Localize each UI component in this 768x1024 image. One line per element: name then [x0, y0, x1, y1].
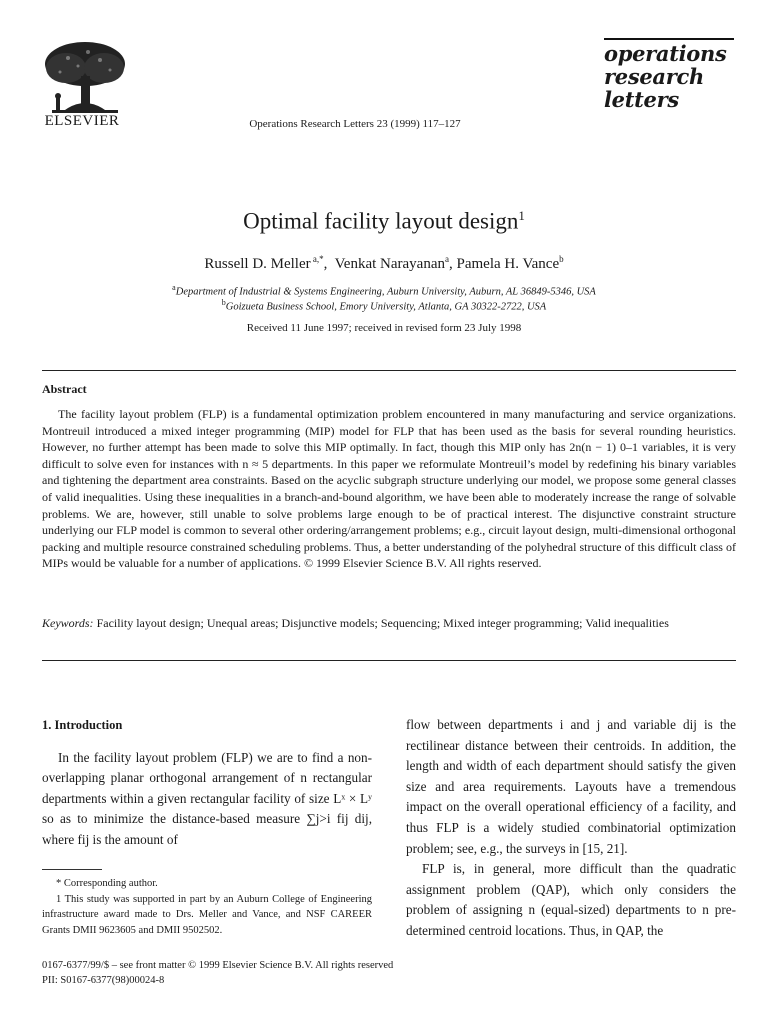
author-list: Russell D. Meller $^{a,*}$, Venkat Narayanan$^a$, Pamela H. Vance$^b$	[204, 254, 564, 272]
affiliation-mark: b	[221, 298, 226, 307]
footnote-funding: 1 This study was supported in part by an Auburn College of Engineering infrastructure award made to Drs. Meller and Vance, and NSF CAREER Grants DMII 9623605 and DMII 9502502.	[42, 893, 372, 936]
received-dates: Received 11 June 1997; received in revised form 23 July 1998	[246, 322, 522, 334]
footnote-rule	[42, 869, 102, 870]
publisher-name: ELSEVIER	[44, 113, 120, 129]
author-name: Pamela H. Vance	[456, 256, 560, 272]
keywords	[42, 615, 736, 632]
author-mark: a,*	[310, 254, 324, 264]
author-mark: a	[445, 254, 449, 264]
divider	[42, 370, 736, 371]
body-paragraph: flow between departments i and j and variable dij is the rectilinear distance between their centroids. In addition, the length and width of each department should satisfy the given size and area requirements. Layouts have a tremendous impact on the overall operational efficiency of a facility, and thus FLP is a widely studied combinatorial optimization problem; see, e.g., the surveys in [15, 21].	[406, 717, 736, 856]
affiliation-text: Department of Industrial & Systems Engineering, Auburn University, Auburn, AL 36849-5346, USA	[175, 286, 596, 298]
affiliation-b	[0, 298, 768, 313]
right-column	[406, 715, 736, 942]
title-footnote-mark: 1	[518, 208, 525, 223]
body-paragraph: In the facility layout problem (FLP) we are to find a non-overlapping planar orthogonal arrangement of n rectangular departments within a given rectangular facility of size Lˣ × Lʸ so as to minimize the distance-based measure ∑j>i fij dij, where fij is the amount of	[42, 749, 372, 847]
footnotes	[42, 876, 372, 938]
journal-logo	[604, 42, 744, 111]
logo-line-1: operations	[604, 41, 727, 66]
affiliation-mark: a	[172, 283, 176, 292]
keywords-text: Facility layout design; Unequal areas; Disjunctive models; Sequencing; Mixed integer programming; Valid inequalities	[96, 616, 669, 630]
pii-line: PII: S0167-6377(98)00024-8	[42, 975, 165, 986]
logo-line-3: letters	[604, 87, 679, 112]
section-heading: 1. Introduction	[42, 718, 123, 732]
front-matter-info	[42, 958, 542, 988]
affiliation-a	[0, 283, 768, 298]
left-column	[42, 715, 372, 851]
paper-title	[0, 208, 768, 235]
author-name: Russell D. Meller	[204, 256, 311, 272]
keywords-label: Keywords:	[42, 616, 94, 630]
divider	[42, 660, 736, 661]
author-mark: b	[559, 254, 564, 264]
author-name: Venkat Narayanan	[334, 256, 445, 272]
title-text: Optimal facility layout design	[243, 208, 519, 234]
affiliation-text: Goizueta Business School, Emory University, Atlanta, GA 30322-2722, USA	[225, 301, 547, 313]
journal-citation: Operations Research Letters 23 (1999) 117–127	[249, 118, 461, 130]
logo-line-2: research	[604, 64, 704, 89]
footnote-corresponding: * Corresponding author.	[56, 878, 158, 889]
body-paragraph: FLP is, in general, more difficult than the quadratic assignment problem (QAP), which only considers the problem of assigning n (equal-sized) departments to n pre-determined centroid locations. Thus, in QAP, the	[406, 861, 736, 938]
abstract-body: The facility layout problem (FLP) is a fundamental optimization problem encountered in many manufacturing and service organizations. Montreuil introduced a mixed integer programming (MIP) model for FLP that has been used as the basis for several rounding heuristics. However, no further attempt has been made to solve this MIP optimally. In fact, though this MIP only has 2n(n − 1) 0–1 variables, it is very difficult to solve even for instances with n ≈ 5 departments. In this paper we reformulate Montreuil’s model by redefining his binary variables and tightening the department area constraints. Based on the acyclic subgraph structure underlying our model, we propose some general classes of valid inequalities. Using these inequalities in a branch-and-bound algorithm, we have been able to moderately increase the range of solvable problems. We are, however, still unable to solve problems large enough to be of practical interest. The disjunctive constraint structure underlying our FLP model is common to several other ordering/arrangement problems; e.g., circuit layout design, multi-dimensional orthogonal packing and multiple resource constrained scheduling problems. Thus, a better understanding of the polyhedral structure of this difficult class of MIPs would be valuable for a number of applications. © 1999 Elsevier Science B.V. All rights reserved.	[42, 407, 736, 571]
logo-top-rule	[604, 38, 734, 40]
abstract-heading: Abstract	[42, 382, 87, 396]
elsevier-tree-logo-icon	[38, 38, 133, 116]
issn-line: 0167-6377/99/$ – see front matter © 1999 Elsevier Science B.V. All rights reserved	[42, 960, 394, 971]
